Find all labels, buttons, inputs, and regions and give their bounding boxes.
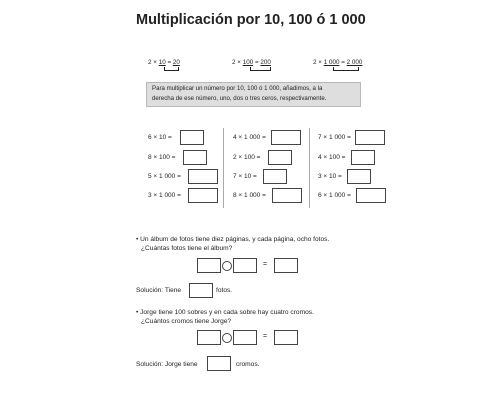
problem-1-line-2: ¿Cuántas fotos tiene el álbum? xyxy=(141,245,233,252)
answer-box[interactable] xyxy=(347,169,371,184)
example-1-bracket xyxy=(164,67,179,71)
exercise-label: 5 × 1 000 = xyxy=(148,173,181,180)
equals-sign: = xyxy=(263,261,268,268)
solution-2-suffix: cromos. xyxy=(236,361,260,368)
operator-circle[interactable] xyxy=(222,261,232,271)
example-2: 2 × 100 = 200 xyxy=(232,59,271,66)
example-1: 2 × 10 = 20 xyxy=(148,59,180,66)
solution-1-suffix: fotos. xyxy=(216,287,233,294)
answer-box[interactable] xyxy=(272,188,302,203)
operand-box[interactable] xyxy=(197,330,221,345)
column-divider-1 xyxy=(223,128,224,208)
exercise-label: 3 × 10 = xyxy=(318,173,342,180)
exercise-label: 2 × 100 = xyxy=(233,154,261,161)
solution-1-prefix: Solución: Tiene xyxy=(136,287,182,294)
result-box[interactable] xyxy=(274,330,298,345)
result-box[interactable] xyxy=(274,258,298,273)
solution-2-box[interactable] xyxy=(207,356,231,371)
example-3: 2 × 1 000 = 2 000 xyxy=(313,59,363,66)
operand-box[interactable] xyxy=(233,258,257,273)
example-3-bracket xyxy=(333,67,359,71)
answer-box[interactable] xyxy=(188,169,218,184)
problem-2-line-2: ¿Cuántos cromos tiene Jorge? xyxy=(141,318,232,325)
exercise-label: 6 × 1 000 = xyxy=(318,192,351,199)
page-title: Multiplicación por 10, 100 ó 1 000 xyxy=(136,12,366,28)
exercise-label: 3 × 1 000 = xyxy=(148,192,181,199)
exercise-label: 8 × 1 000 = xyxy=(233,192,266,199)
example-2-bracket xyxy=(250,67,271,71)
exercise-label: 8 × 100 = xyxy=(148,154,176,161)
answer-box[interactable] xyxy=(180,130,204,145)
answer-box[interactable] xyxy=(183,150,207,165)
rule-box xyxy=(146,82,361,107)
operator-circle[interactable] xyxy=(222,333,232,343)
answer-box[interactable] xyxy=(263,169,287,184)
operand-box[interactable] xyxy=(197,258,221,273)
answer-box[interactable] xyxy=(268,150,292,165)
answer-box[interactable] xyxy=(271,130,301,145)
solution-1-box[interactable] xyxy=(189,283,213,298)
answer-box[interactable] xyxy=(356,188,386,203)
operand-box[interactable] xyxy=(233,330,257,345)
exercise-label: 6 × 10 = xyxy=(148,134,172,141)
exercise-label: 7 × 10 = xyxy=(233,173,257,180)
rule-line-2: derecha de ese número, uno, dos o tres ceros, respectivamente. xyxy=(152,94,327,102)
answer-box[interactable] xyxy=(355,130,385,145)
exercise-label: 4 × 1 000 = xyxy=(233,134,266,141)
column-divider-2 xyxy=(309,128,310,208)
exercise-label: 4 × 100 = xyxy=(318,154,346,161)
answer-box[interactable] xyxy=(351,150,375,165)
problem-1-line-1: • Un álbum de fotos tiene diez páginas, y cada página, ocho fotos. xyxy=(136,236,330,243)
rule-line-1: Para multiplicar un número por 10, 100 ó 1 000, añadimos, a la xyxy=(152,85,323,92)
solution-2-prefix: Solución: Jorge tiene xyxy=(136,361,198,368)
exercise-label: 7 × 1 000 = xyxy=(318,134,351,141)
problem-2-line-1: • Jorge tiene 100 sobres y en cada sobre hay cuatro cromos. xyxy=(136,309,314,316)
answer-box[interactable] xyxy=(188,188,218,203)
equals-sign: = xyxy=(263,333,268,340)
